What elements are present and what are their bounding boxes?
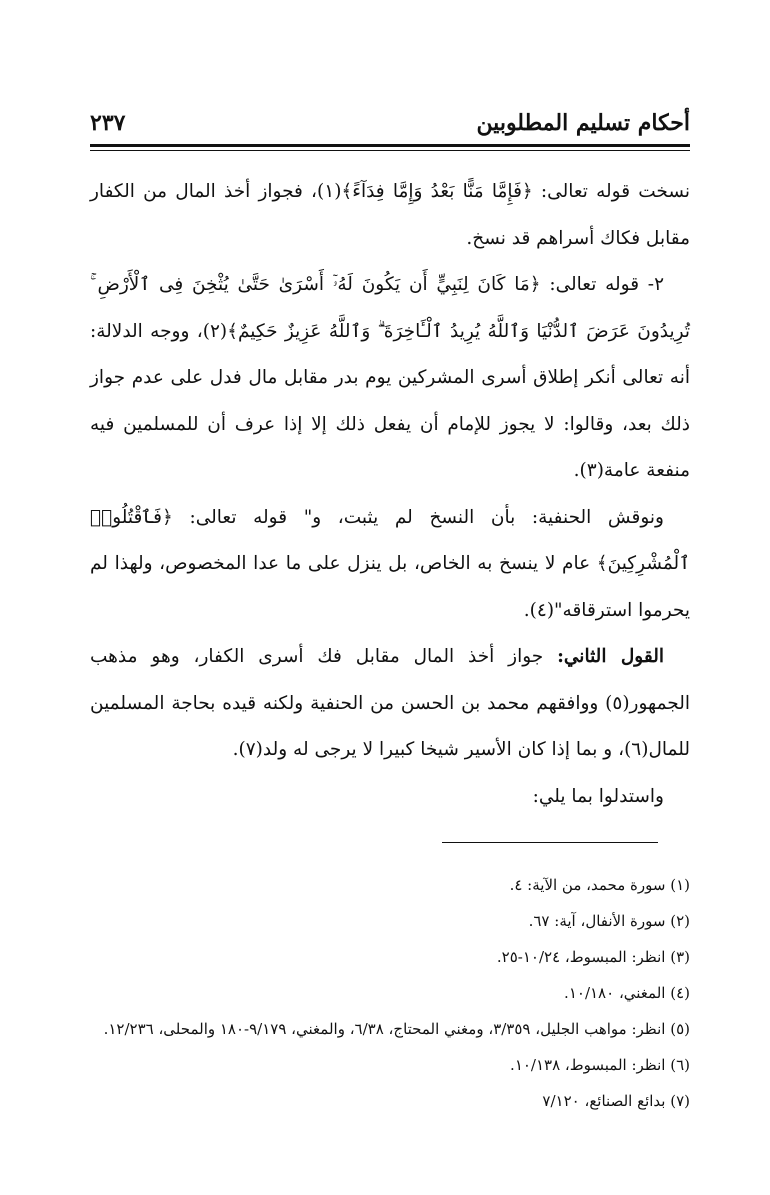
paragraph-3: ونوقش الحنفية: بأن النسخ لم يثبت، و" قوله تعالى: ﴿فَٱقْتُلُوا۟ ٱلْمُشْرِكِينَ﴾ عام لا ينسخ به الخاص، بل ينزل على ما عدا المخصوص، ولهذا لم يحرموا استرقاقه"(٤). bbox=[90, 506, 690, 621]
page-number: ٢٣٧ bbox=[90, 110, 126, 136]
second-opinion-heading: القول الثاني: bbox=[557, 646, 664, 667]
footnote-3: (٣) انظر: المبسوط، ١٠/٢٤-٢٥. bbox=[496, 948, 690, 966]
paragraph-4 bbox=[90, 634, 690, 774]
footnote-5: (٥) انظر: مواهب الجليل، ٣/٣٥٩، ومغني المحتاج، ٦/٣٨، والمغني، ٩/١٧٩-١٨٠ والمحلى، ١٢/٢٣٦. bbox=[103, 1020, 690, 1038]
book-page bbox=[90, 100, 690, 1120]
paragraph-5: واستدلوا بما يلي: bbox=[532, 785, 664, 807]
footnote-1: (١) سورة محمد، من الآية: ٤. bbox=[509, 876, 690, 894]
second-opinion-text: جواز أخذ المال مقابل فك أسرى الكفار، وهو مذهب الجمهور(٥) ووافقهم محمد بن الحسن من الحنفية ولكنه قيده بحاجة المسلمين للمال(٦)، و بما إذا كان الأسير شيخا كبيرا لا يرجى له ولد(٧). bbox=[90, 646, 690, 760]
paragraph-1: نسخت قوله تعالى: ﴿فَإِمَّا مَنًّا بَعْدُ وَإِمَّا فِدَآءً﴾(١)، فجواز أخذ المال من الكفار مقابل فكاك أسراهم قد نسخ. bbox=[90, 181, 690, 249]
footnotes bbox=[90, 867, 690, 1119]
paragraph-2: ٢- قوله تعالى: ﴿مَا كَانَ لِنَبِيٍّ أَن يَكُونَ لَهُۥٓ أَسْرَىٰ حَتَّىٰ يُثْخِنَ فِى ٱلْأَرْضِ ۚ تُرِيدُونَ عَرَضَ ٱلدُّنْيَا وَٱللَّهُ يُرِيدُ ٱلْـَٔاخِرَةَ ۗ وَٱللَّهُ عَزِيزٌ حَكِيمٌ﴾(٢)، ووجه الدلالة: أنه تعالى أنكر إطلاق أسرى المشركين يوم بدر مقابل مال فدل على عدم جواز ذلك بعد، وقالوا: لا يجوز للإمام أن يفعل ذلك إلا إذا عرف أن للمسلمين فيه منفعة عامة(٣). bbox=[90, 274, 691, 481]
header-title: أحكام تسليم المطلوبين bbox=[476, 110, 690, 136]
footnote-7: (٧) بدائع الصنائع، ٧/١٢٠ bbox=[542, 1092, 690, 1110]
footnote-4: (٤) المغني، ١٠/١٨٠. bbox=[564, 984, 690, 1002]
body-text bbox=[90, 169, 690, 820]
running-header bbox=[90, 100, 690, 147]
footnote-6: (٦) انظر: المبسوط، ١٠/١٣٨. bbox=[510, 1056, 690, 1074]
footnote-divider bbox=[442, 842, 658, 843]
footnote-2: (٢) سورة الأنفال، آية: ٦٧. bbox=[528, 912, 690, 930]
